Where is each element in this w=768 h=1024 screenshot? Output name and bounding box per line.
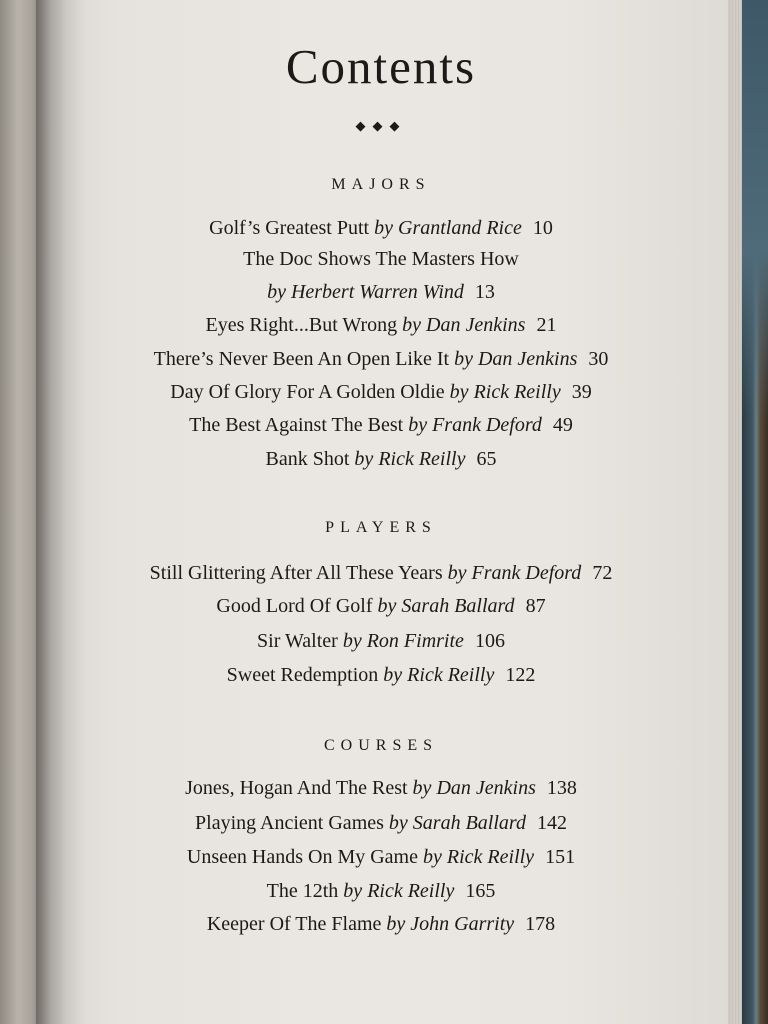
contents-page — [36, 0, 732, 1024]
entry-author: Rick Reilly — [378, 448, 466, 470]
entry-title: Sir Walter — [257, 630, 338, 652]
entry-page-number: 87 — [525, 595, 546, 617]
entry-author: Dan Jenkins — [436, 777, 536, 799]
entry-author: Ron Fimrite — [366, 630, 464, 652]
left-page-edge — [0, 0, 40, 1024]
entry-by: by — [449, 381, 469, 403]
entry-title: Bank Shot — [265, 448, 350, 470]
section-heading-majors: MAJORS — [331, 176, 431, 193]
entry-title: There’s Never Been An Open Like It — [153, 348, 450, 370]
toc-entry — [36, 248, 726, 271]
entry-author: Rick Reilly — [407, 664, 495, 686]
toc-entry — [36, 913, 726, 936]
entry-title: The 12th — [266, 880, 339, 902]
entry-author: Frank Deford — [471, 562, 582, 584]
entry-title: Still Glittering After All These Years — [149, 562, 443, 584]
entry-by: by — [386, 913, 406, 935]
page-title: Contents — [285, 39, 477, 94]
book-gutter — [36, 0, 66, 1024]
entry-page-number: 13 — [474, 281, 495, 303]
toc-entry — [36, 664, 726, 687]
toc-entry — [36, 348, 726, 371]
entry-page-number: 30 — [588, 348, 609, 370]
ornament-divider: ◆◆◆ — [355, 118, 407, 133]
toc-entry — [36, 595, 726, 618]
entry-by: by — [342, 630, 362, 652]
toc-entry — [36, 314, 726, 337]
toc-entry — [36, 448, 726, 471]
entry-by: by — [447, 562, 467, 584]
entry-by: by — [408, 414, 428, 436]
section-heading-courses: COURSES — [323, 737, 439, 754]
toc-entry — [36, 777, 726, 800]
entry-by: by — [267, 281, 286, 303]
entry-by: by — [354, 448, 374, 470]
entry-author: Rick Reilly — [473, 381, 561, 403]
entry-title: Day Of Glory For A Golden Oldie — [170, 381, 445, 403]
entry-title: Golf’s Greatest Putt — [209, 217, 370, 239]
entry-by: by — [388, 812, 408, 834]
entry-by: by — [374, 217, 393, 239]
entry-page-number: 65 — [476, 448, 497, 470]
entry-by: by — [423, 846, 442, 868]
entry-title: Keeper Of The Flame — [206, 913, 382, 935]
entry-author: Frank Deford — [432, 414, 542, 436]
entry-page-number: 72 — [592, 562, 613, 584]
cover-edge-top — [742, 0, 768, 420]
entry-author: Grantland Rice — [398, 217, 522, 239]
entry-by: by — [402, 314, 422, 336]
entry-by: by — [383, 664, 403, 686]
entry-page-number: 142 — [536, 812, 567, 834]
entry-page-number: 10 — [532, 217, 553, 239]
entry-title: Eyes Right...But Wrong — [205, 314, 398, 336]
entry-author: Sarah Ballard — [401, 595, 515, 617]
entry-author: John Garrity — [410, 913, 515, 935]
entry-page-number: 165 — [465, 880, 496, 902]
entry-title: Playing Ancient Games — [195, 812, 384, 834]
section-heading-players: PLAYERS — [325, 519, 437, 536]
entry-page-number: 122 — [505, 664, 536, 686]
entry-author: Dan Jenkins — [477, 348, 578, 370]
entry-title: Unseen Hands On My Game — [186, 846, 418, 868]
entry-title: The Doc Shows The Masters How — [243, 248, 519, 270]
entry-author: Herbert Warren Wind — [290, 281, 464, 303]
toc-entry — [36, 846, 726, 869]
toc-entry — [36, 812, 726, 835]
entry-page-number: 106 — [474, 630, 505, 652]
entry-page-number: 178 — [525, 913, 556, 935]
entry-page-number: 39 — [571, 381, 592, 403]
toc-entry — [36, 630, 726, 653]
entry-author: Rick Reilly — [367, 880, 455, 902]
entry-title: The Best Against The Best — [189, 414, 404, 436]
entry-author: Rick Reilly — [446, 846, 535, 868]
entry-page-number: 21 — [536, 314, 557, 336]
entry-title: Good Lord Of Golf — [216, 595, 373, 617]
entry-by: by — [343, 880, 363, 902]
entry-author: Sarah Ballard — [412, 812, 526, 834]
toc-entry — [36, 880, 726, 903]
toc-entry — [36, 281, 726, 304]
entry-by: by — [377, 595, 397, 617]
entry-by: by — [454, 348, 473, 370]
entry-page-number: 49 — [552, 414, 573, 436]
toc-entry — [36, 217, 726, 240]
entry-by: by — [412, 777, 432, 799]
entry-title: Jones, Hogan And The Rest — [185, 777, 408, 799]
toc-entry — [36, 562, 726, 585]
page-stack-edge — [728, 0, 742, 1024]
entry-page-number: 151 — [545, 846, 576, 868]
toc-entry — [36, 414, 726, 437]
toc-entry — [36, 381, 726, 404]
entry-page-number: 138 — [546, 777, 577, 799]
entry-title: Sweet Redemption — [226, 664, 379, 686]
entry-author: Dan Jenkins — [426, 314, 526, 336]
